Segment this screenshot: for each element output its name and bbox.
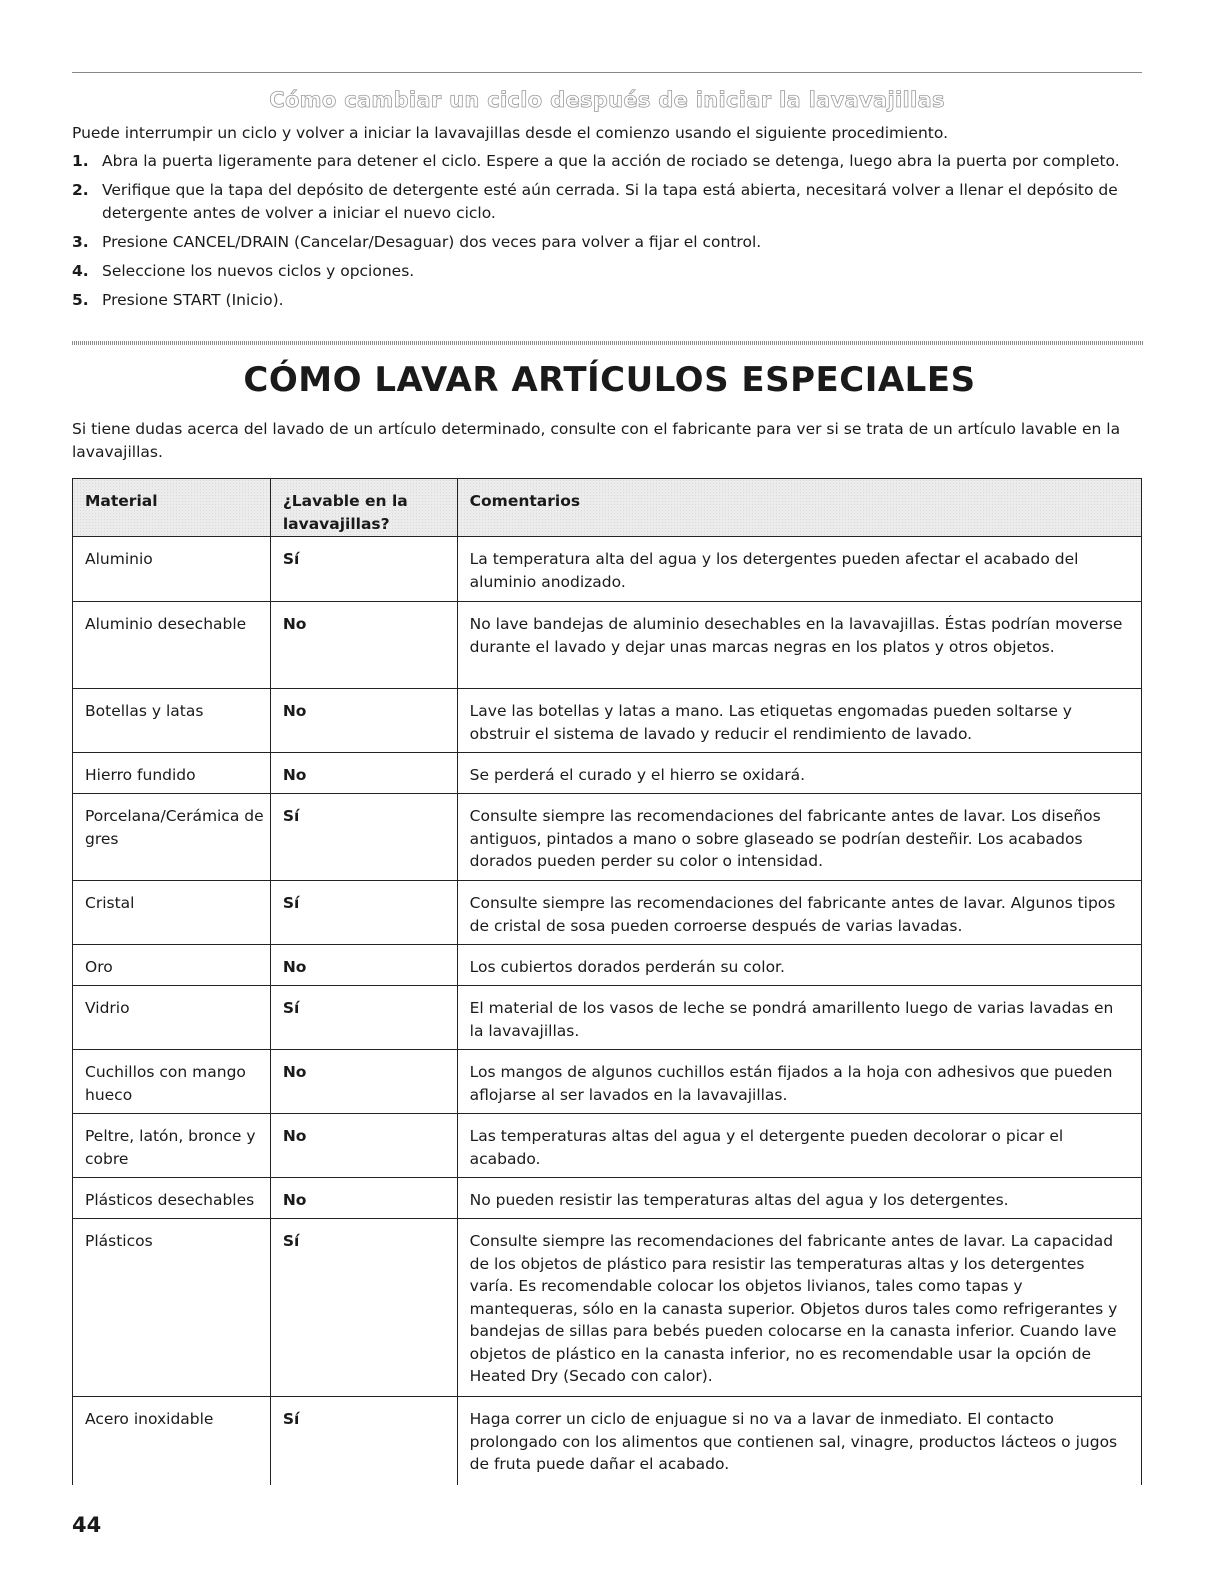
step-number: 1.	[72, 152, 89, 170]
step-item	[72, 260, 1147, 283]
procedure-steps	[72, 150, 1147, 318]
cell-washable: Sí	[270, 537, 457, 601]
cell-material: Porcelana/Cerámica de gres	[85, 807, 264, 848]
step-number: 4.	[72, 262, 89, 280]
cell-material: Plásticos desechables	[85, 1191, 255, 1209]
table-row	[72, 794, 1142, 881]
cell-comments: El material de los vasos de leche se pondrá amarillento luego de varias lavadas en la lavavajillas.	[457, 986, 1141, 1049]
cell-material: Aluminio desechable	[85, 615, 247, 633]
procedure-title: Cómo cambiar un ciclo después de iniciar la lavavajillas	[269, 88, 945, 112]
cell-comments: Los cubiertos dorados perderán su color.	[457, 945, 1141, 985]
table-row	[72, 1178, 1142, 1219]
cell-material: Botellas y latas	[85, 702, 204, 720]
cell-washable: No	[270, 1114, 457, 1177]
step-item	[72, 150, 1147, 173]
page-number: 44	[72, 1513, 102, 1537]
step-text: Verifique que la tapa del depósito de detergente esté aún cerrada. Si la tapa está abierta, necesitará volver a llenar el depósito de detergente antes de volver a iniciar el nuevo ciclo.	[102, 181, 1118, 222]
step-text: Presione CANCEL/DRAIN (Cancelar/Desaguar) dos veces para volver a fijar el control.	[102, 233, 762, 251]
cell-washable: No	[270, 945, 457, 985]
cell-washable: Sí	[270, 1397, 457, 1485]
cell-material: Acero inoxidable	[85, 1410, 214, 1428]
table-row	[72, 602, 1142, 689]
cell-comments: Lave las botellas y latas a mano. Las etiquetas engomadas pueden soltarse y obstruir el sistema de lavado y reducir el rendimiento de lavado.	[457, 689, 1141, 752]
cell-comments: Consulte siempre las recomendaciones del fabricante antes de lavar. La capacidad de los objetos de plástico para resistir las temperaturas altas y los detergentes varía. Es recomendable colocar los objetos livianos, tales como tapas y mantequeras, sólo en la canasta superior. Objetos duros tales como refrigerantes y bandejas de sillas para bebés pueden colocarse en la canasta inferior. Cuando lave objetos de plástico en la canasta inferior, no es recomendable usar la opción de Heated Dry (Secado con calor).	[457, 1219, 1141, 1396]
cell-comments: No pueden resistir las temperaturas altas del agua y los detergentes.	[457, 1178, 1141, 1218]
cell-material: Vidrio	[85, 999, 130, 1017]
table-row	[72, 1219, 1142, 1397]
cell-comments: Se perderá el curado y el hierro se oxidará.	[457, 753, 1141, 793]
step-item	[72, 179, 1147, 225]
special-items-table	[72, 478, 1142, 1485]
step-number: 5.	[72, 291, 89, 309]
cell-material: Plásticos	[85, 1232, 153, 1250]
cell-comments: Los mangos de algunos cuchillos están fijados a la hoja con adhesivos que pueden aflojarse al ser lavados en la lavavajillas.	[457, 1050, 1141, 1113]
cell-washable: Sí	[270, 1219, 457, 1396]
procedure-intro: Puede interrumpir un ciclo y volver a iniciar la lavavajillas desde el comienzo usando el siguiente procedimiento.	[72, 124, 948, 142]
table-header-row	[72, 478, 1142, 537]
header-washable: ¿Lavable en la lavavajillas?	[270, 479, 457, 536]
header-material: Material	[85, 492, 158, 510]
table-row	[72, 1397, 1142, 1485]
step-number: 2.	[72, 181, 89, 199]
table-row	[72, 1050, 1142, 1114]
cell-comments: No lave bandejas de aluminio desechables en la lavavajillas. Éstas podrían moverse durante el lavado y dejar unas marcas negras en los platos y otros objetos.	[457, 602, 1141, 688]
section-divider	[72, 341, 1144, 345]
cell-material: Cristal	[85, 894, 135, 912]
cell-material: Oro	[85, 958, 113, 976]
cell-washable: Sí	[270, 881, 457, 944]
cell-washable: No	[270, 689, 457, 752]
cell-material: Hierro fundido	[85, 766, 196, 784]
cell-comments: Las temperaturas altas del agua y el detergente pueden decolorar o picar el acabado.	[457, 1114, 1141, 1177]
table-row	[72, 986, 1142, 1050]
table-row	[72, 881, 1142, 945]
table-row	[72, 537, 1142, 602]
cell-comments: Haga correr un ciclo de enjuague si no va a lavar de inmediato. El contacto prolongado con los alimentos que contienen sal, vinagre, productos lácteos o jugos de fruta puede dañar el acabado.	[457, 1397, 1141, 1485]
cell-washable: No	[270, 1178, 457, 1218]
section-title: CÓMO LAVAR ARTÍCULOS ESPECIALES	[243, 360, 976, 400]
step-text: Presione START (Inicio).	[102, 291, 284, 309]
cell-washable: No	[270, 602, 457, 688]
cell-washable: Sí	[270, 986, 457, 1049]
cell-material: Cuchillos con mango hueco	[85, 1063, 246, 1104]
table-row	[72, 1114, 1142, 1178]
header-comments: Comentarios	[457, 479, 1141, 536]
table-row	[72, 753, 1142, 794]
cell-comments: La temperatura alta del agua y los detergentes pueden afectar el acabado del aluminio anodizado.	[457, 537, 1141, 601]
cell-comments: Consulte siempre las recomendaciones del fabricante antes de lavar. Algunos tipos de cristal de sosa pueden corroerse después de varias lavadas.	[457, 881, 1141, 944]
cell-washable: Sí	[270, 794, 457, 880]
cell-material: Aluminio	[85, 550, 153, 568]
cell-washable: No	[270, 753, 457, 793]
top-divider	[72, 72, 1142, 73]
step-item	[72, 289, 1147, 312]
step-item	[72, 231, 1147, 254]
cell-washable: No	[270, 1050, 457, 1113]
step-number: 3.	[72, 233, 89, 251]
table-row	[72, 689, 1142, 753]
step-text: Abra la puerta ligeramente para detener el ciclo. Espere a que la acción de rociado se detenga, luego abra la puerta por completo.	[102, 152, 1120, 170]
cell-comments: Consulte siempre las recomendaciones del fabricante antes de lavar. Los diseños antiguos, pintados a mano o sobre glaseado se podrían desteñir. Los acabados dorados pueden perder su color o intensidad.	[457, 794, 1141, 880]
cell-material: Peltre, latón, bronce y cobre	[85, 1127, 256, 1168]
step-text: Seleccione los nuevos ciclos y opciones.	[102, 262, 415, 280]
section-lead: Si tiene dudas acerca del lavado de un artículo determinado, consulte con el fabricante para ver si se trata de un artículo lavable en la lavavajillas.	[72, 420, 1121, 461]
table-row	[72, 945, 1142, 986]
